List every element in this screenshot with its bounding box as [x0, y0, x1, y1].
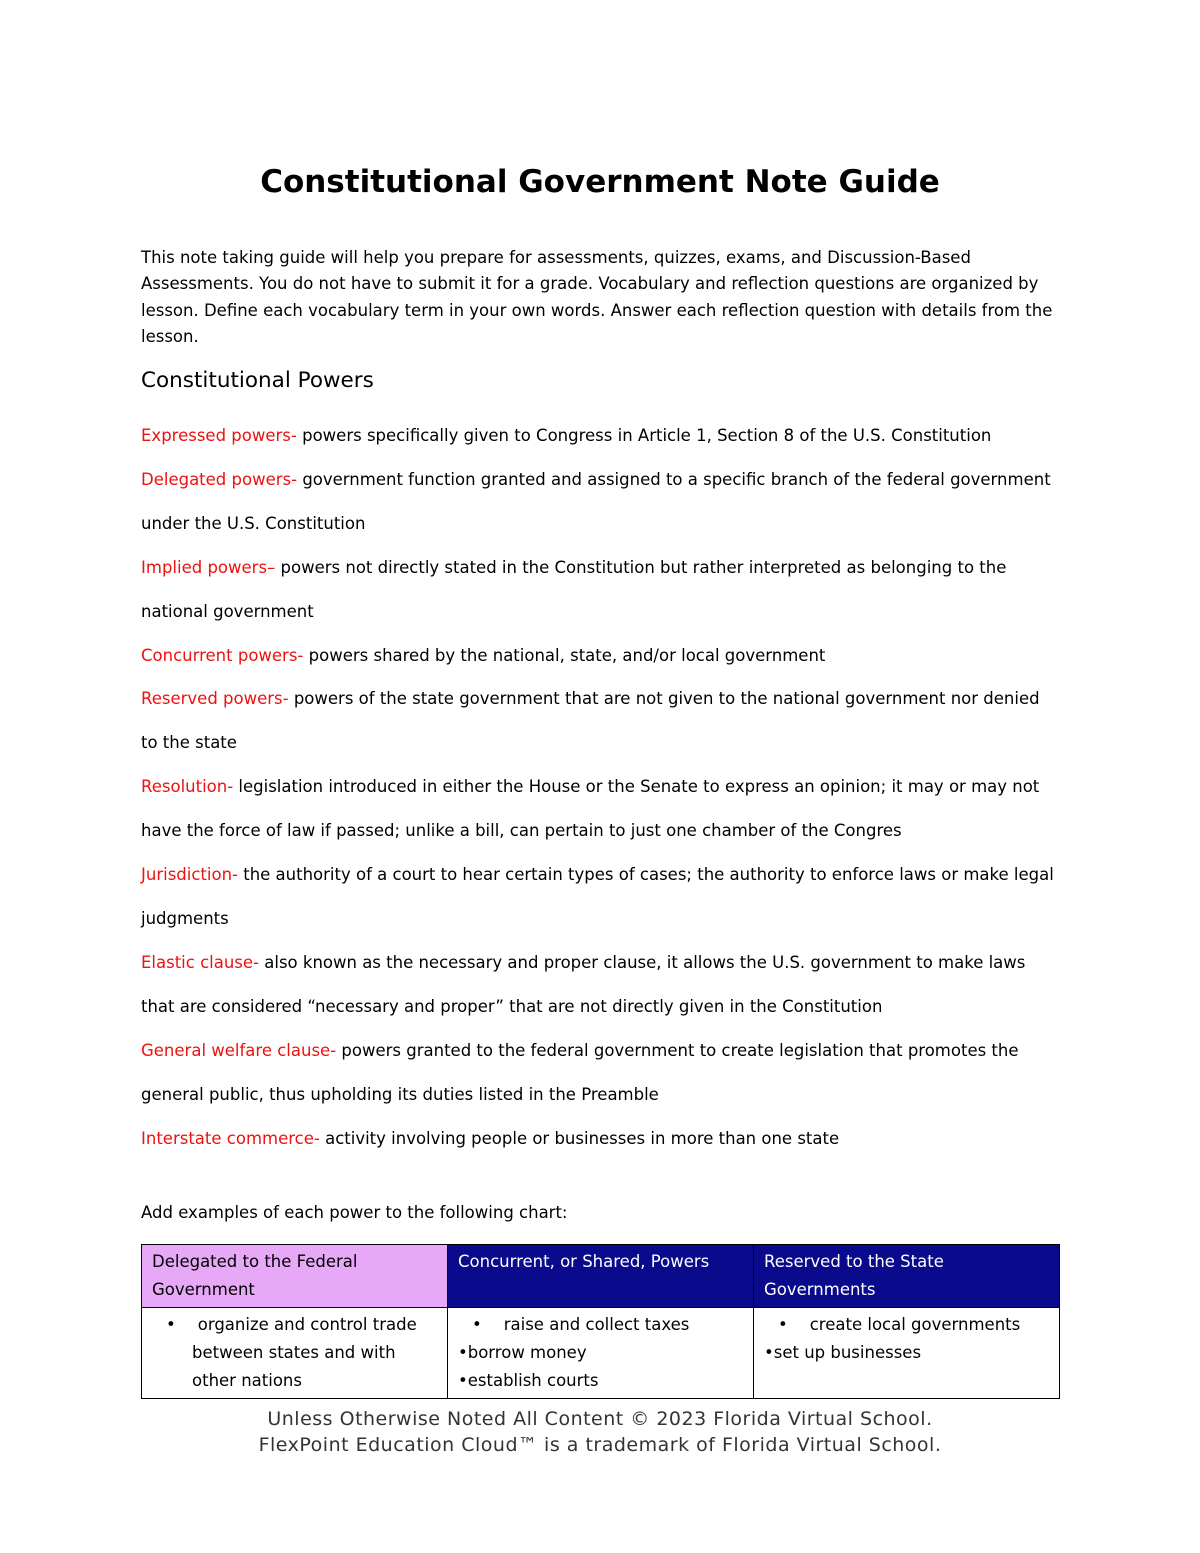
- page-title: Constitutional Government Note Guide: [260, 164, 940, 200]
- table-row: [142, 1308, 1060, 1399]
- vocab-term: [141, 1029, 1061, 1117]
- table-header-row: [142, 1245, 1060, 1308]
- footer-trademark: FlexPoint Education Cloud™ is a trademark of Florida Virtual School.: [258, 1434, 942, 1456]
- vocab-term: [141, 414, 1061, 458]
- vocab-term: [141, 458, 1061, 546]
- page-footer: [0, 1406, 1200, 1458]
- chart-instructions: Add examples of each power to the following chart:: [141, 1203, 568, 1222]
- list-item: • create local governments: [764, 1311, 1049, 1339]
- vocab-term-definition: powers shared by the national, state, and/or local government: [303, 645, 826, 665]
- vocab-term-definition: government function granted and assigned to a specific branch of the federal government under the U.S. Constitution: [141, 469, 1051, 533]
- vocabulary-list: [141, 414, 1061, 1160]
- vocab-term-name: Resolution-: [141, 777, 234, 797]
- vocab-term-name: Implied powers–: [141, 557, 276, 577]
- reserved-examples-cell[interactable]: [754, 1308, 1060, 1399]
- list-item: • borrow money: [458, 1339, 743, 1367]
- vocab-term-name: Interstate commerce-: [141, 1128, 320, 1148]
- header-concurrent: Concurrent, or Shared, Powers: [448, 1245, 754, 1308]
- section-heading: Constitutional Powers: [141, 368, 374, 393]
- powers-table: [141, 1244, 1060, 1399]
- vocab-term: [141, 546, 1061, 634]
- delegated-examples-cell[interactable]: [142, 1308, 448, 1399]
- list-item: • establish courts: [458, 1367, 743, 1395]
- vocab-term-definition: powers of the state government that are not given to the national government nor denied to the state: [141, 689, 1040, 753]
- vocab-term-name: Expressed powers-: [141, 426, 297, 445]
- vocab-term-definition: powers not directly stated in the Constitution but rather interpreted as belonging to the national government: [141, 557, 1007, 621]
- vocab-term-name: Reserved powers-: [141, 689, 289, 709]
- concurrent-examples-cell[interactable]: [448, 1308, 754, 1399]
- header-reserved: Reserved to the State Governments: [754, 1245, 1060, 1308]
- header-delegated: Delegated to the Federal Government: [142, 1245, 448, 1308]
- vocab-term-name: Elastic clause-: [141, 952, 260, 972]
- vocab-term: [141, 941, 1061, 1029]
- footer-copyright: Unless Otherwise Noted All Content © 2023 Florida Virtual School.: [267, 1408, 933, 1430]
- vocab-term-definition: the authority of a court to hear certain types of cases; the authority to enforce laws or make legal judgments: [141, 865, 1054, 928]
- vocab-term-definition: legislation introduced in either the House or the Senate to express an opinion; it may or may not have the force of law if passed; unlike a bill, can pertain to just one chamber of the Congres: [141, 777, 1040, 841]
- vocab-term-definition: powers granted to the federal government to create legislation that promotes the general public, thus upholding its duties listed in the Preamble: [141, 1040, 1019, 1104]
- vocab-term-name: Delegated powers-: [141, 469, 298, 489]
- vocab-term-name: General welfare clause-: [141, 1040, 337, 1060]
- vocab-term: [141, 853, 1061, 941]
- intro-paragraph: This note taking guide will help you prepare for assessments, quizzes, exams, and Discussion-Based Assessments. You do not have to submit it for a grade. Vocabulary and reflection questions are organized by lesson. Define each vocabulary term in your own words. Answer each reflection question with details from the lesson.: [141, 248, 1053, 346]
- vocab-term-definition: also known as the necessary and proper clause, it allows the U.S. government to make laws that are considered “necessary and proper” that are not directly given in the Constitution: [141, 952, 1026, 1016]
- vocab-term: [141, 1117, 1061, 1161]
- vocab-term-name: Jurisdiction-: [141, 865, 238, 885]
- list-item: • set up businesses: [764, 1339, 1049, 1367]
- vocab-term: [141, 765, 1061, 853]
- list-item: • raise and collect taxes: [458, 1311, 743, 1339]
- list-item: • organize and control trade between states and with other nations: [152, 1311, 437, 1395]
- vocab-term-definition: powers specifically given to Congress in Article 1, Section 8 of the U.S. Constitution: [296, 426, 992, 445]
- vocab-term: [141, 677, 1061, 765]
- vocab-term: [141, 634, 1061, 678]
- vocab-term-name: Concurrent powers-: [141, 645, 304, 665]
- vocab-term-definition: activity involving people or businesses in more than one state: [319, 1128, 840, 1148]
